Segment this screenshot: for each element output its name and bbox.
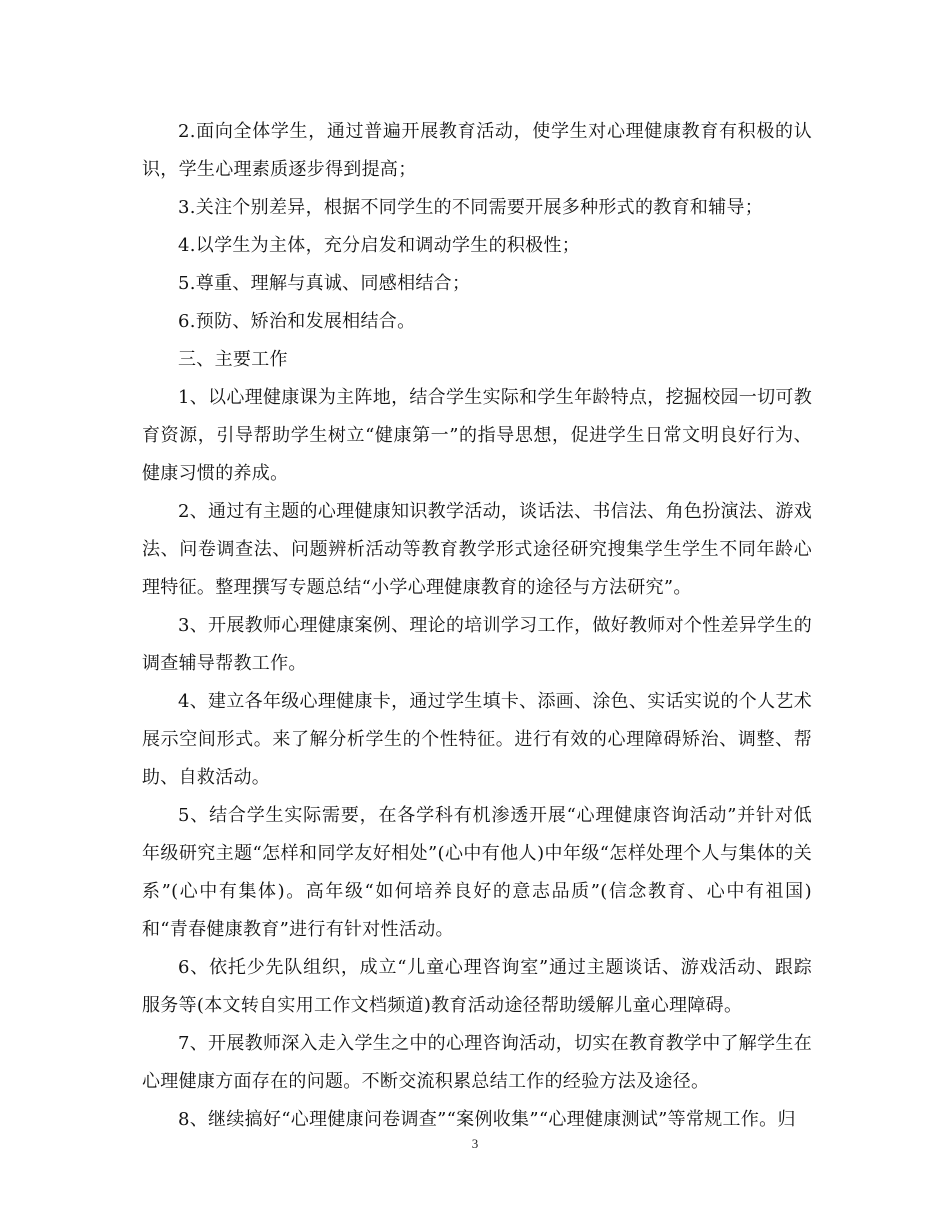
page-number: 3	[471, 1136, 479, 1151]
paragraph-principle-2: 2.面向全体学生，通过普遍开展教育活动，使学生对心理健康教育有积极的认识，学生心理素质逐步得到提高；	[142, 121, 812, 180]
paragraph-work-8: 8、继续搞好“心理健康问卷调查”“案例收集”“心理健康测试”等常规工作。归	[178, 1109, 796, 1130]
paragraph-principle-5: 5.尊重、理解与真诚、同感相结合；	[178, 273, 471, 294]
paragraph-work-2: 2、通过有主题的心理健康知识教学活动，谈话法、书信法、角色扮演法、游戏法、问卷调查法、问题辨析活动等教育教学形式途径研究搜集学生学生不同年龄心理特征。整理撰写专题总结“小学心理健康教育的途径与方法研究”。	[142, 501, 812, 598]
paragraph-work-4: 4、建立各年级心理健康卡，通过学生填卡、添画、涂色、实话实说的个人艺术展示空间形式。来了解分析学生的个性特征。进行有效的心理障碍矫治、调整、帮助、自救活动。	[142, 691, 812, 788]
paragraph-principle-3: 3.关注个别差异，根据不同学生的不同需要开展多种形式的教育和辅导；	[178, 197, 764, 218]
paragraph-work-3: 3、开展教师心理健康案例、理论的培训学习工作，做好教师对个性差异学生的调查辅导帮教工作。	[142, 615, 812, 674]
paragraph-principle-6: 6.预防、矫治和发展相结合。	[178, 311, 416, 332]
document-body	[142, 113, 812, 1139]
paragraph-work-7: 7、开展教师深入走入学生之中的心理咨询活动，切实在教育教学中了解学生在心理健康方面存在的问题。不断交流积累总结工作的经验方法及途径。	[142, 1033, 812, 1092]
paragraph-work-1: 1、以心理健康课为主阵地，结合学生实际和学生年龄特点，挖掘校园一切可教育资源，引导帮助学生树立“健康第一”的指导思想，促进学生日常文明良好行为、健康习惯的养成。	[142, 387, 812, 484]
section-heading-main-work: 三、主要工作	[178, 349, 288, 370]
paragraph-work-5: 5、结合学生实际需要，在各学科有机渗透开展“心理健康咨询活动”并针对低年级研究主题“怎样和同学友好相处”(心中有他人)中年级“怎样处理个人与集体的关系”(心中有集体)。高年级“如何培养良好的意志品质”(信念教育、心中有祖国)和“青春健康教育”进行有针对性活动。	[142, 805, 812, 940]
paragraph-principle-4: 4.以学生为主体，充分启发和调动学生的积极性；	[178, 235, 581, 256]
paragraph-work-6: 6、依托少先队组织，成立“儿童心理咨询室”通过主题谈话、游戏活动、跟踪服务等(本文转自实用工作文档频道)教育活动途径帮助缓解儿童心理障碍。	[142, 957, 812, 1016]
